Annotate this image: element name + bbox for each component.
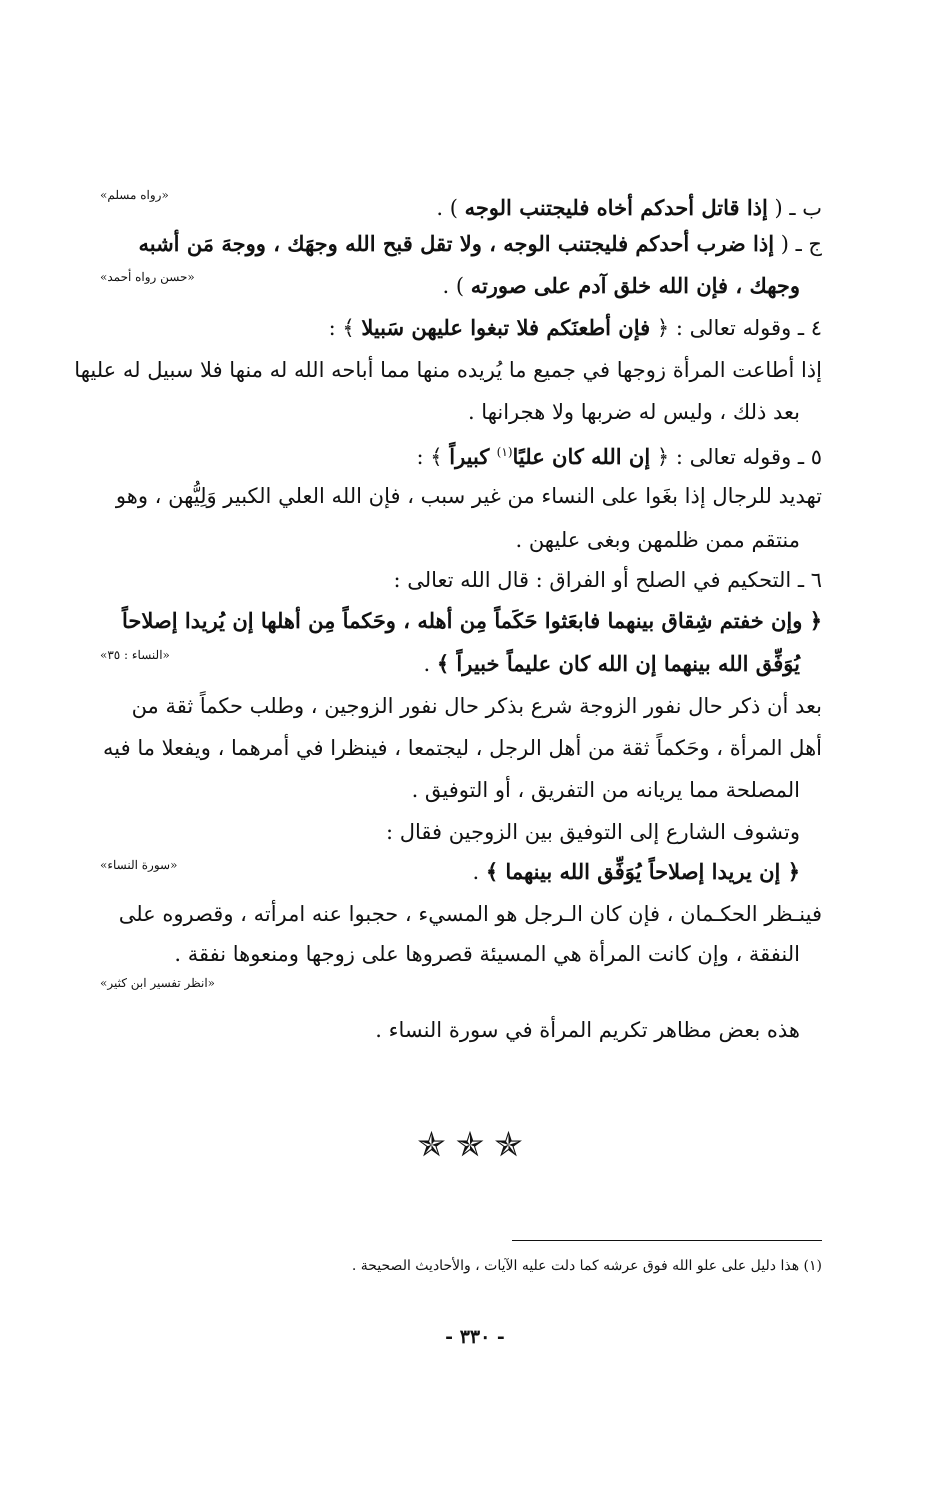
item-6-verse-line-1: ﴿ وإن خفتم شِقاق بينهما فابعَثوا حَكَماً مِن أهله ، وحَكماً مِن أهلها إن يُريدا إصلاحاً xyxy=(121,608,822,633)
tafsir-source: «انظر تفسير ابن كثير» xyxy=(100,976,216,990)
paragraph-line-4: وتشوف الشارع إلى التوفيق بين الزوجين فقال : xyxy=(386,820,800,844)
item-6-heading: ٦ ـ التحكيم في الصلح أو الفراق : قال الله تعالى : xyxy=(393,568,822,592)
item-5-paragraph-2: منتقم ممن ظلمهن وبغى عليهن . xyxy=(515,528,800,552)
verse-2-text: ﴿ إن يريدا إصلاحاً يُوَفِّق الله بينهما ﴾ xyxy=(485,859,800,884)
footnote: (١) هذا دليل على علو الله فوق عرشه كما دلت عليه الآيات ، والأحاديث الصحيحة . xyxy=(351,1258,822,1274)
item-5-paragraph-1: تهديد للرجال إذا بغَوا على النساء من غير سبب ، فإن الله العلي الكبير وَلِيُّهن ، وهو xyxy=(115,484,822,508)
item-5-suffix: ﴾ : xyxy=(416,445,450,469)
item-6-verse-source: «النساء : ٣٥» xyxy=(100,648,170,662)
verse-2-suffix: . xyxy=(472,860,486,884)
item-5-heading xyxy=(110,434,822,475)
item-5-verse-a: إن الله كان عليًا xyxy=(512,444,651,469)
hadith-j-line-2 xyxy=(110,268,800,304)
verse-2-source: «سورة النساء» xyxy=(100,858,178,872)
hadith-b-text: إذا قاتل أحدكم أخاه فليجتنب الوجه xyxy=(464,195,768,220)
item-4-prefix: ٤ ـ وقوله تعالى : ﴿ xyxy=(650,316,822,340)
hadith-b-line xyxy=(110,190,822,226)
paragraph-line-5: فينـظر الحكـمان ، فإن كان الـرجل هو المسيء ، حجبوا عنه امرأته ، وقصروه على xyxy=(118,902,822,926)
hadith-j-prefix: ج ـ ( xyxy=(774,232,822,256)
closing-line: هذه بعض مظاهر تكريم المرأة في سورة النساء . xyxy=(375,1018,800,1042)
hadith-j-text-2: وجهك ، فإن الله خلق آدم على صورته xyxy=(470,273,800,298)
paragraph-line-6: النفقة ، وإن كانت المرأة هي المسيئة قصروها على زوجها ومنعوها نفقة . xyxy=(174,942,800,966)
hadith-b-source: «رواه مسلم» xyxy=(100,188,169,202)
item-5-verse-b: كبيراً xyxy=(449,444,497,469)
item-4-paragraph-2: بعد ذلك ، وليس له ضربها ولا هجرانها . xyxy=(467,400,800,424)
verse-2-line xyxy=(110,854,800,890)
hadith-b-suffix: ) . xyxy=(436,196,465,220)
footnote-divider xyxy=(512,1240,822,1241)
hadith-b-prefix: ب ـ ( xyxy=(767,196,822,220)
item-4-heading xyxy=(110,310,822,346)
hadith-j-text-1: إذا ضرب أحدكم فليجتنب الوجه ، ولا تقل قبح الله وجهَك ، ووجهَ مَن أشبه xyxy=(138,231,775,256)
hadith-j-line-1 xyxy=(110,226,822,262)
item-6-verse-text-2: يُوَفِّق الله بينهما إن الله كان عليماً خبيراً ﴾ xyxy=(436,651,800,676)
hadith-j-suffix: ) . xyxy=(442,274,471,298)
page-number: - ٣٣٠ - xyxy=(445,1326,505,1348)
paragraph-line-2: أهل المرأة ، وحَكماً ثقة من أهل الرجل ، ليجتمعا ، فينظرا في أمرهما ، ويفعلا ما فيه xyxy=(103,736,822,760)
hadith-j-source: «حسن رواه أحمد» xyxy=(100,270,195,284)
item-6-verse-suffix: . xyxy=(423,652,437,676)
footnote-marker: (١) xyxy=(496,445,513,459)
item-4-paragraph-1: إذا أطاعت المرأة زوجها في جميع ما يُريده منها مما أباحه الله له منها فلا سبيل له عليها xyxy=(74,358,822,382)
item-5-prefix: ٥ ـ وقوله تعالى : ﴿ xyxy=(650,445,822,469)
item-4-suffix: ﴾ : xyxy=(328,316,362,340)
paragraph-line-3: المصلحة مما يريانه من التفريق ، أو التوفيق . xyxy=(411,778,800,802)
star-ornament: ✯✯✯ xyxy=(417,1125,533,1165)
paragraph-line-1: بعد أن ذكر حال نفور الزوجة شرع بذكر حال نفور الزوجين ، وطلب حكماً ثقة من xyxy=(131,694,822,718)
item-4-verse: فإن أطعنَكم فلا تبغوا عليهن سَبيلا xyxy=(361,315,651,340)
item-6-verse-line-2 xyxy=(110,646,800,682)
